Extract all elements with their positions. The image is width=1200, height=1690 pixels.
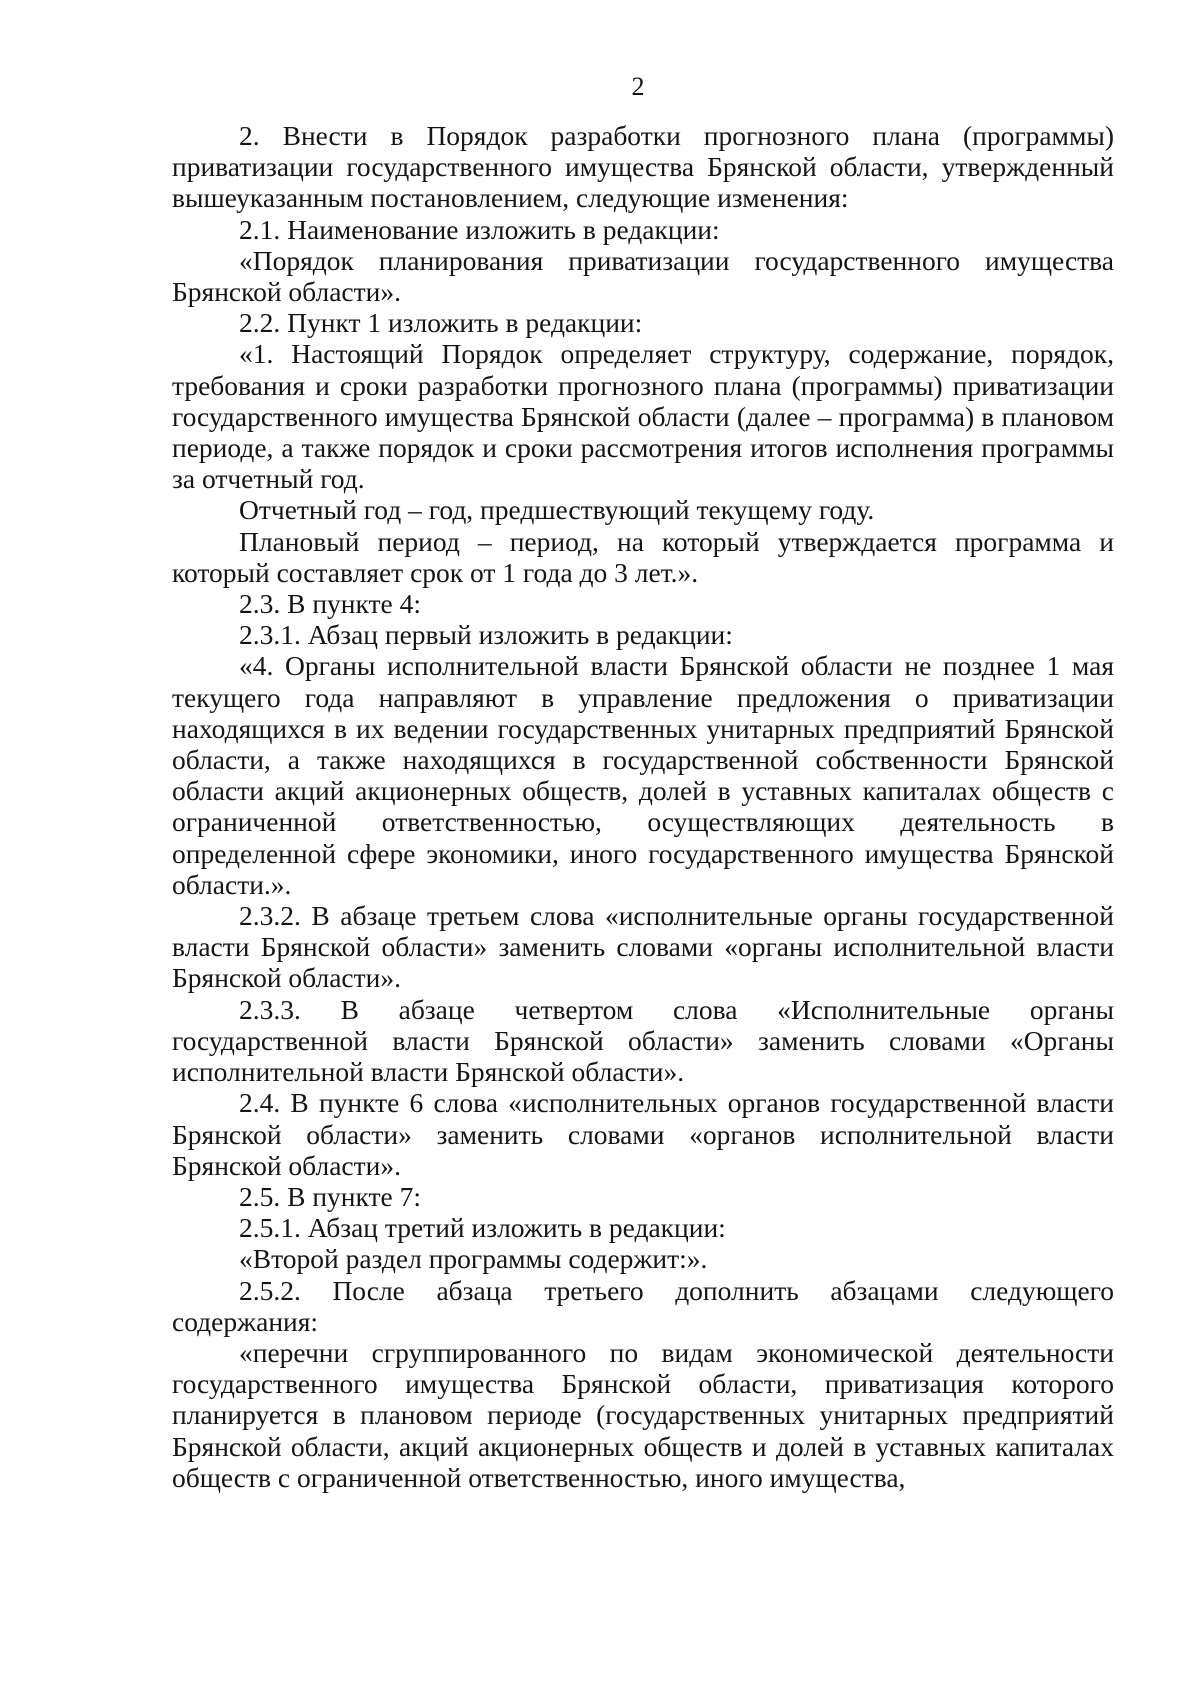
paragraph: 2.3.3. В абзаце четвертом слова «Исполнительные органы государственной власти Брянской области» заменить словами «Органы исполнительной власти Брянской области».: [172, 993, 1114, 1088]
paragraph: 2.5.1. Абзац третий изложить в редакции:: [239, 1212, 726, 1244]
paragraph: 2.3. В пункте 4:: [239, 588, 422, 620]
paragraph: Отчетный год – год, предшествующий текущему году.: [239, 494, 875, 526]
paragraph: 2. Внести в Порядок разработки прогнозного плана (программы) приватизации государственного имущества Брянской области, утвержденный вышеуказанным постановлением, следующие изменения:: [172, 120, 1114, 214]
document-body: [172, 120, 1114, 1493]
paragraph: «4. Органы исполнительной власти Брянской области не позднее 1 мая текущего года направляют в управление предложения о приватизации находящихся в их ведении государственных унитарных предприятий Брянской области, а также находящихся в государственной собственности Брянской области акций акционерных обществ, долей в уставных капиталах обществ с ограниченной ответственностью, осуществляющих деятельность в определенной сфере экономики, иного государственного имущества Брянской области.».: [172, 650, 1114, 900]
paragraph: 2.4. В пункте 6 слова «исполнительных органов государственной власти Брянской области» заменить словами «органов исполнительной власти Брянской области».: [172, 1087, 1114, 1181]
paragraph: 2.5. В пункте 7:: [239, 1180, 422, 1212]
paragraph: «Второй раздел программы содержит:».: [239, 1243, 708, 1275]
paragraph: 2.3.2. В абзаце третьем слова «исполнительные органы государственной власти Брянской области» заменить словами «органы исполнительной власти Брянской области».: [172, 900, 1114, 994]
page-number: 2: [631, 72, 645, 101]
paragraph: Плановый период – период, на который утверждается программа и который составляет срок от 1 года до 3 лет.».: [172, 525, 1114, 588]
paragraph: 2.2. Пункт 1 изложить в редакции:: [239, 307, 643, 339]
paragraph: 2.5.2. После абзаца третьего дополнить абзацами следующего содержания:: [172, 1274, 1114, 1337]
paragraph: 2.1. Наименование изложить в редакции:: [239, 213, 720, 245]
paragraph: «1. Настоящий Порядок определяет структуру, содержание, порядок, требования и сроки разработки прогнозного плана (программы) приватизации государственного имущества Брянской области (далее – программа) в плановом периоде, а также порядок и сроки рассмотрения итогов исполнения программы за отчетный год.: [172, 338, 1114, 495]
paragraph: 2.3.1. Абзац первый изложить в редакции:: [239, 619, 733, 651]
paragraph: «перечни сгруппированного по видам экономической деятельности государственного имущества Брянской области, приватизация которого планируется в плановом периоде (государственных унитарных предприятий Брянской области, акций акционерных обществ и долей в уставных капиталах обществ с ограниченной ответственностью, иного имущества,: [172, 1336, 1114, 1493]
paragraph: «Порядок планирования приватизации государственного имущества Брянской области».: [172, 244, 1114, 308]
